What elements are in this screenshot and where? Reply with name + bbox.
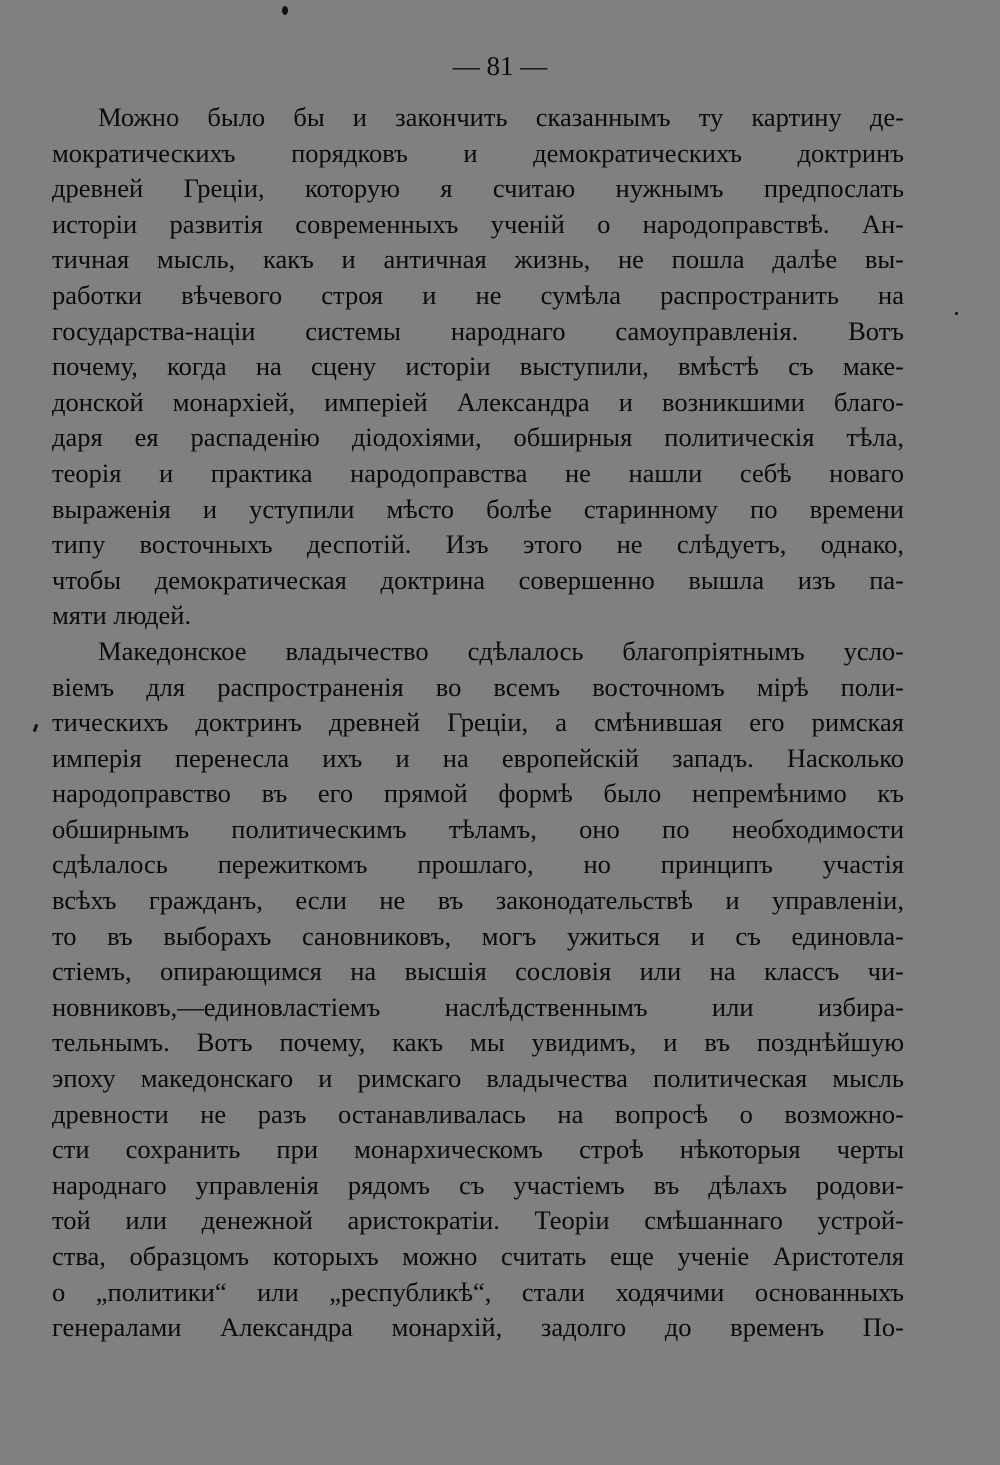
text-line: типу восточныхъ деспотій. Изъ этого не слѣдуетъ, однако, <box>52 529 904 560</box>
text-line: народнаго управленія рядомъ съ участіемъ въ дѣлахъ родови- <box>52 1169 904 1200</box>
text-line: государства-націи системы народнаго самоуправленія. Вотъ <box>52 315 904 346</box>
ink-speck-right-margin <box>955 312 958 315</box>
ink-speck-left-margin <box>33 724 39 733</box>
text-line: генералами Александра монархій, задолго до временъ По- <box>52 1312 904 1343</box>
ink-speck-top <box>282 6 288 15</box>
text-line: ства, образцомъ которыхъ можно считать еще ученіе Аристотеля <box>52 1241 904 1271</box>
text-line: тическихъ доктринъ древней Греціи, а смѣнившая его римская <box>52 707 904 738</box>
text-line: то въ выборахъ сановниковъ, могъ ужиться и съ единовла- <box>52 920 904 951</box>
text-line: работки вѣчевого строя и не сумѣла распространить на <box>52 279 904 310</box>
text-line: той или денежной аристократіи. Теоріи смѣшаннаго устрой- <box>52 1205 904 1236</box>
text-line: мократическихъ порядковъ и демократическихъ доктринъ <box>52 137 904 168</box>
text-line: Македонское владычество сдѣлалось благопріятнымъ усло- <box>98 635 904 666</box>
text-line: древней Греціи, которую я считаю нужнымъ предпослать <box>52 173 904 204</box>
text-line: древности не разъ останавливалась на вопросѣ о возможно- <box>52 1098 904 1129</box>
text-line: новниковъ,—единовластіемъ наслѣдственнымъ или избира- <box>52 991 904 1022</box>
text-line: народоправство въ его прямой формѣ было непремѣнимо къ <box>52 778 904 809</box>
text-line: выраженія и уступили мѣсто болѣе старинному по времени <box>52 493 904 524</box>
text-line: чтобы демократическая доктрина совершенно вышла изъ па- <box>52 564 904 595</box>
text-line: Можно было бы и закончить сказаннымъ ту картину де- <box>98 102 904 132</box>
text-line: сдѣлалось пережиткомъ прошлаго, но принципъ участія <box>52 849 904 880</box>
text-line: сти сохранить при монархическомъ строѣ нѣкоторыя черты <box>52 1134 904 1165</box>
text-line: віемъ для распространенія во всемъ восточномъ мірѣ поли- <box>52 671 904 702</box>
text-line: мяти людей. <box>52 600 192 631</box>
paragraph-1 <box>52 100 904 634</box>
text-line: почему, когда на сцену исторіи выступили, вмѣстѣ съ маке- <box>52 351 904 382</box>
text-line: тельнымъ. Вотъ почему, какъ мы увидимъ, и въ позднѣйшую <box>52 1027 904 1058</box>
text-line: эпоху македонскаго и римскаго владычества политическая мысль <box>52 1063 904 1094</box>
text-line: даря ея распаденію діодохіями, обширныя политическія тѣла, <box>52 422 904 453</box>
text-line: исторіи развитія современныхъ ученій о народоправствѣ. Ан- <box>52 208 904 239</box>
body-text <box>52 100 904 1346</box>
text-line: донской монархіей, имперіей Александра и возникшими благо- <box>52 386 904 417</box>
paragraph-2 <box>52 634 904 1346</box>
text-line: о „политики“ или „республикѣ“, стали ходячими основанныхъ <box>52 1276 904 1307</box>
page-number: — 81 — <box>452 51 548 81</box>
text-line: тичная мысль, какъ и античная жизнь, не пошла далѣе вы- <box>52 244 904 275</box>
text-line: обширнымъ политическимъ тѣламъ, оно по необходимости <box>52 813 904 844</box>
text-line: имперія перенесла ихъ и на европейскій западъ. Насколько <box>52 742 904 773</box>
text-line: всѣхъ гражданъ, если не въ законодательствѣ и управленіи, <box>52 885 904 916</box>
text-line: стіемъ, опирающимся на высшія сословія или на классъ чи- <box>52 956 904 987</box>
text-line: теорія и практика народоправства не нашли себѣ новаго <box>52 457 904 488</box>
